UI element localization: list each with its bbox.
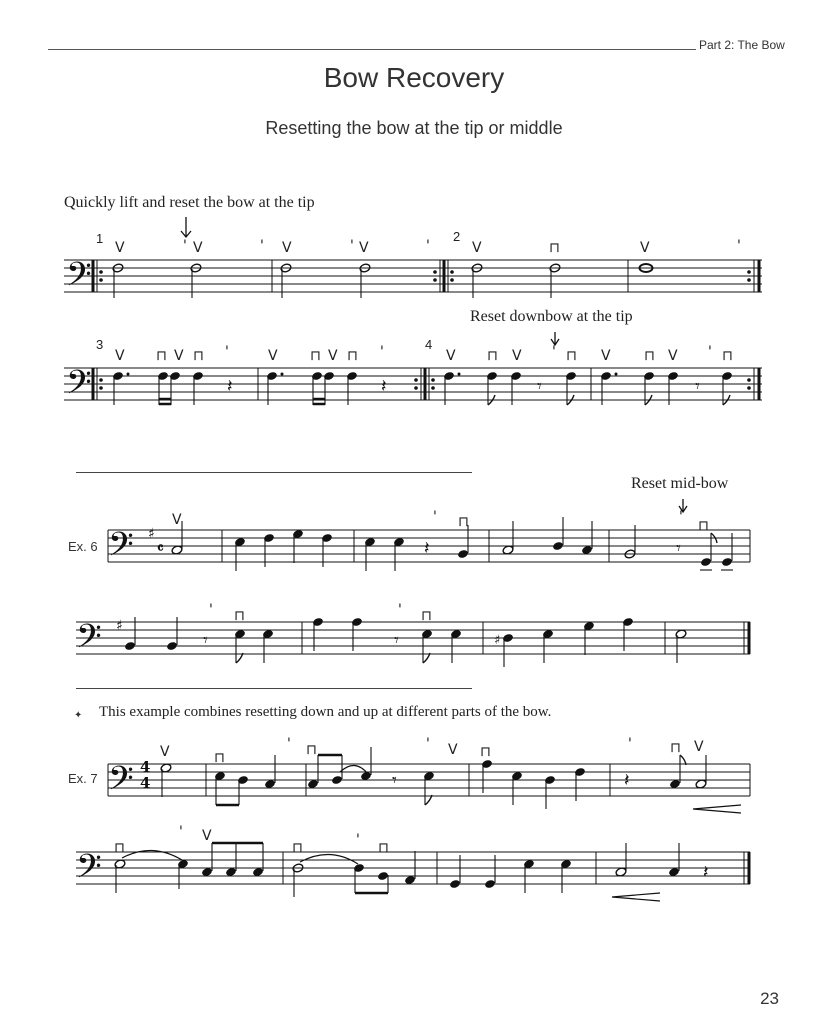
ex7-label: Ex. 7 <box>68 771 98 786</box>
svg-text:⊓: ⊓ <box>487 348 498 364</box>
bullet-icon: ✦ <box>74 710 83 721</box>
common-time-icon: 𝄴 <box>157 539 164 557</box>
svg-text:⊓: ⊓ <box>644 348 655 364</box>
svg-text:': ' <box>183 238 187 254</box>
svg-text:': ' <box>679 509 683 525</box>
svg-text:♯: ♯ <box>116 618 123 634</box>
ex7-instruction: This example combines resetting down and up at different parts of the bow. <box>99 704 552 720</box>
svg-text:': ' <box>708 344 712 360</box>
key-signature <box>116 618 123 634</box>
svg-text:': ' <box>433 509 437 525</box>
svg-text:V: V <box>472 240 482 256</box>
key-signature <box>148 526 155 542</box>
svg-text:': ' <box>737 238 741 254</box>
annotation-reset-mid-bow: Reset mid-bow <box>631 475 729 492</box>
svg-text:⊓: ⊓ <box>480 744 491 760</box>
rests <box>703 862 709 883</box>
svg-text:⊓: ⊓ <box>214 750 225 766</box>
svg-text:⊓: ⊓ <box>292 840 303 856</box>
svg-text:⊓: ⊓ <box>698 518 709 534</box>
annotation-reset-downbow-tip: Reset downbow at the tip <box>470 308 633 325</box>
svg-text:V: V <box>193 240 203 256</box>
svg-text:⊓: ⊓ <box>458 514 469 530</box>
svg-text:⊓: ⊓ <box>421 608 432 624</box>
svg-text:⊓: ⊓ <box>347 348 358 364</box>
svg-text:⊓: ⊓ <box>234 608 245 624</box>
svg-text:': ' <box>628 736 632 752</box>
svg-text:': ' <box>398 602 402 618</box>
crescendo-hairpin <box>612 893 660 901</box>
svg-text:𝄢: 𝄢 <box>66 364 92 410</box>
slur <box>340 765 368 774</box>
svg-text:𝄽: 𝄽 <box>381 376 387 397</box>
time-signature-top: 4 <box>140 758 151 776</box>
page-subtitle: Resetting the bow at the tip or middle <box>265 118 563 138</box>
svg-text:V: V <box>448 742 458 758</box>
staff-system-1 <box>64 260 762 292</box>
svg-text:⊓: ⊓ <box>549 240 560 256</box>
svg-text:V: V <box>601 348 611 364</box>
svg-text:⊓: ⊓ <box>722 348 733 364</box>
svg-text:𝄾: 𝄾 <box>394 630 399 651</box>
running-head: Part 2: The Bow <box>699 38 785 52</box>
svg-text:𝄾: 𝄾 <box>676 538 681 559</box>
note-stems <box>116 843 679 897</box>
svg-text:𝄾: 𝄾 <box>695 376 700 397</box>
svg-text:𝄽: 𝄽 <box>624 770 630 791</box>
sharp-icon: ♯ <box>494 633 501 648</box>
slur <box>300 854 358 864</box>
svg-text:V: V <box>694 739 704 755</box>
svg-text:': ' <box>380 344 384 360</box>
svg-text:V: V <box>172 512 182 528</box>
svg-text:': ' <box>260 238 264 254</box>
svg-text:': ' <box>350 238 354 254</box>
bow-marks <box>115 238 741 256</box>
rests <box>203 630 399 651</box>
svg-text:𝄢: 𝄢 <box>76 618 102 664</box>
svg-text:': ' <box>179 824 183 840</box>
rests <box>227 376 700 397</box>
note-stems <box>135 617 677 667</box>
svg-text:': ' <box>426 238 430 254</box>
note-stems <box>114 377 723 405</box>
svg-text:V: V <box>282 240 292 256</box>
svg-text:𝄾: 𝄾 <box>392 770 397 791</box>
svg-text:⊓: ⊓ <box>670 740 681 756</box>
svg-text:𝄢: 𝄢 <box>76 848 102 894</box>
svg-text:⊓: ⊓ <box>566 348 577 364</box>
svg-text:V: V <box>512 348 522 364</box>
svg-text:V: V <box>115 240 125 256</box>
crescendo-hairpin <box>693 805 741 813</box>
svg-text:V: V <box>446 348 456 364</box>
svg-text:': ' <box>552 344 556 360</box>
page-title: Bow Recovery <box>323 62 505 93</box>
svg-text:𝄽: 𝄽 <box>227 376 233 397</box>
svg-text:⊓: ⊓ <box>114 840 125 856</box>
svg-text:': ' <box>287 736 291 752</box>
svg-text:⊓: ⊓ <box>310 348 321 364</box>
svg-text:𝄢: 𝄢 <box>108 526 134 572</box>
system-6-notes <box>114 859 680 889</box>
annotation-lift-reset-tip: Quickly lift and reset the bow at the tip <box>64 194 315 211</box>
bow-marks <box>115 344 733 364</box>
staff-system-5 <box>108 764 750 796</box>
svg-text:': ' <box>209 602 213 618</box>
svg-text:𝄾: 𝄾 <box>537 376 542 397</box>
svg-text:V: V <box>115 348 125 364</box>
staff-system-2 <box>64 368 762 400</box>
page-number: 23 <box>760 989 779 1008</box>
svg-text:𝄢: 𝄢 <box>108 760 134 806</box>
svg-text:𝄾: 𝄾 <box>203 630 208 651</box>
ex6-label: Ex. 6 <box>68 539 98 554</box>
svg-text:♯: ♯ <box>148 526 155 542</box>
svg-text:𝄽: 𝄽 <box>424 538 430 559</box>
svg-text:V: V <box>640 240 650 256</box>
svg-text:V: V <box>160 744 170 760</box>
svg-text:⊓: ⊓ <box>156 348 167 364</box>
svg-text:V: V <box>202 828 212 844</box>
svg-text:𝄽: 𝄽 <box>703 862 709 883</box>
svg-text:𝄢: 𝄢 <box>66 256 92 302</box>
measure-number: 2 <box>453 229 461 244</box>
svg-text:V: V <box>174 348 184 364</box>
svg-text:': ' <box>225 344 229 360</box>
ex6-notes <box>171 529 733 567</box>
svg-text:⊓: ⊓ <box>306 742 317 758</box>
svg-text:V: V <box>268 348 278 364</box>
svg-text:⊓: ⊓ <box>193 348 204 364</box>
svg-text:V: V <box>668 348 678 364</box>
svg-text:': ' <box>356 832 360 848</box>
measure-number: 1 <box>96 231 104 246</box>
measure-number: 4 <box>425 337 433 352</box>
svg-text:⊓: ⊓ <box>378 840 389 856</box>
bow-marks <box>160 736 704 766</box>
time-signature-bottom: 4 <box>140 774 151 792</box>
measure-number: 3 <box>96 337 104 352</box>
svg-text:V: V <box>359 240 369 256</box>
arrow-down-icon <box>181 217 191 237</box>
svg-text:': ' <box>426 736 430 752</box>
svg-text:V: V <box>328 348 338 364</box>
